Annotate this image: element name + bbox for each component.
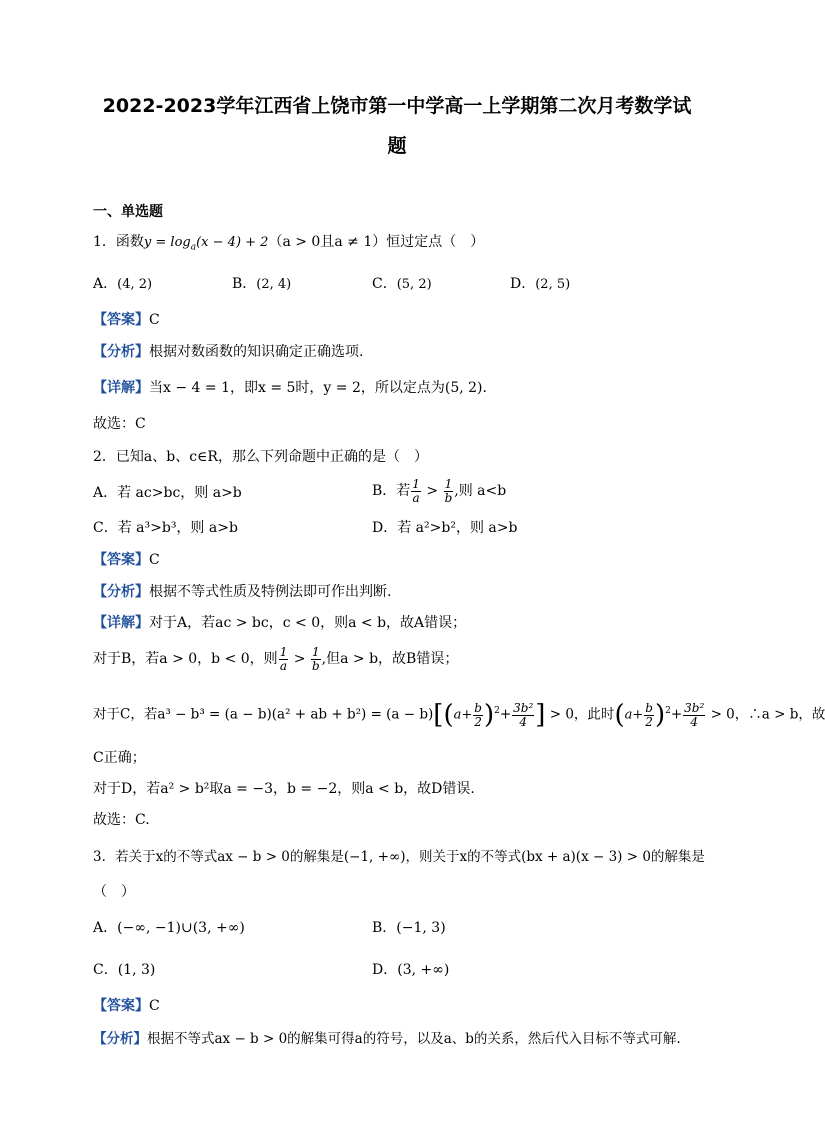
section-heading: 一、单选题 (93, 204, 163, 220)
q3-stem-line-1: 3．若关于x的不等式ax − b > 0的解集是(−1, +∞)，则关于x的不等式(bx + a)(x − 3) > 0的解集是 (93, 849, 705, 865)
frac-one-over-b: $\frac{1}{b}$ (444, 476, 453, 505)
q2-detail-3: 对于C，若a³ − b³ = (a − b)(a² + ab + b²) = (a − b)[(a+ $\frac{b}{2}$ )$^2$+ $\frac{\text{3b²}}{4}$ ] > 0，此时(a+ $\frac{b}{2}$ )$^2$+ $\frac{\text{3b²}}{4}$ > 0，∴a > b，故 (93, 700, 825, 730)
q1-option-a: A．(4, 2) (93, 276, 153, 292)
frac-b-over-2: $\frac{b}{2}$ (645, 700, 653, 729)
title-line-2: 题 (387, 135, 407, 157)
q3-analysis: 【分析】根据不等式ax − b > 0的解集可得a的符号，以及a、b的关系，然后代入目标不等式可解. (93, 1031, 681, 1047)
q2-detail-1: 【详解】对于A，若ac > bc，c < 0，则a < b，故A错误； (93, 615, 467, 631)
frac-one-over-a: $\frac{1}{a}$ (279, 644, 288, 673)
q3-stem-line-2: （ ） (93, 884, 135, 900)
q1-analysis: 【分析】根据对数函数的知识确定正确选项. (93, 344, 364, 360)
q2-detail-3-cont: C正确； (93, 750, 146, 766)
q3-option-d: D．(3, +∞) (372, 962, 450, 978)
q3-option-b: B．(−1, 3) (372, 920, 446, 936)
title-line-1: 2022-2023学年江西省上饶市第一中学高一上学期第二次月考数学试 (102, 95, 692, 117)
q2-stem: 2．已知a、b、c∈R，那么下列命题中正确的是（ ） (93, 449, 428, 465)
q1-prefix: 1．函数 (93, 234, 144, 250)
q1-conclusion: 故选：C (93, 416, 146, 432)
q2-answer: 【答案】C (93, 552, 160, 568)
q2-option-c: C．若 a³>b³，则 a>b (93, 520, 238, 536)
q2-option-d: D．若 a²>b²，则 a>b (372, 520, 518, 536)
q3-option-a: A．(−∞, −1)∪(3, +∞) (93, 920, 245, 936)
q3-answer: 【答案】C (93, 998, 160, 1014)
q1-stem (93, 232, 484, 258)
q2-detail-4: 对于D，若a² > b²取a = −3，b = −2，则a < b，故D错误. (93, 781, 475, 797)
q2-conclusion: 故选：C. (93, 812, 150, 828)
q1-option-d: D．(2, 5) (510, 276, 571, 292)
frac-b-over-2: $\frac{b}{2}$ (474, 700, 482, 729)
frac-one-over-a: $\frac{1}{a}$ (412, 476, 420, 505)
q1-condition: （a > 0且a ≠ 1）恒过定点（ ） (268, 234, 485, 250)
q2-option-b: B．若 $\frac{1}{a}$ > $\frac{1}{b}$ ,则 a<b (372, 476, 507, 505)
frac-3b2-over-4: $\frac{\text{3b²}}{4}$ (684, 700, 705, 729)
frac-3b2-over-4: $\frac{\text{3b²}}{4}$ (513, 700, 534, 729)
q3-option-c: C．(1, 3) (93, 962, 156, 978)
q1-formula: $y = \log_a(x - 4) + 2$ (143, 235, 269, 253)
q2-detail-2: 对于B，若a > 0，b < 0，则 $\frac{1}{a}$ > $\frac{1}{b}$ ,但a > b，故B错误； (93, 644, 459, 673)
q1-option-b: B．(2, 4) (232, 276, 292, 292)
document-title (60, 86, 734, 166)
frac-one-over-b: $\frac{1}{b}$ (311, 644, 320, 673)
q1-option-c: C．(5, 2) (372, 276, 432, 292)
q2-option-a: A．若 ac>bc，则 a>b (93, 485, 242, 501)
q2-analysis: 【分析】根据不等式性质及特例法即可作出判断. (93, 584, 392, 600)
q1-detail: 【详解】当x − 4 = 1，即x = 5时，y = 2，所以定点为(5, 2). (93, 380, 487, 396)
q1-answer: 【答案】C (93, 312, 160, 328)
